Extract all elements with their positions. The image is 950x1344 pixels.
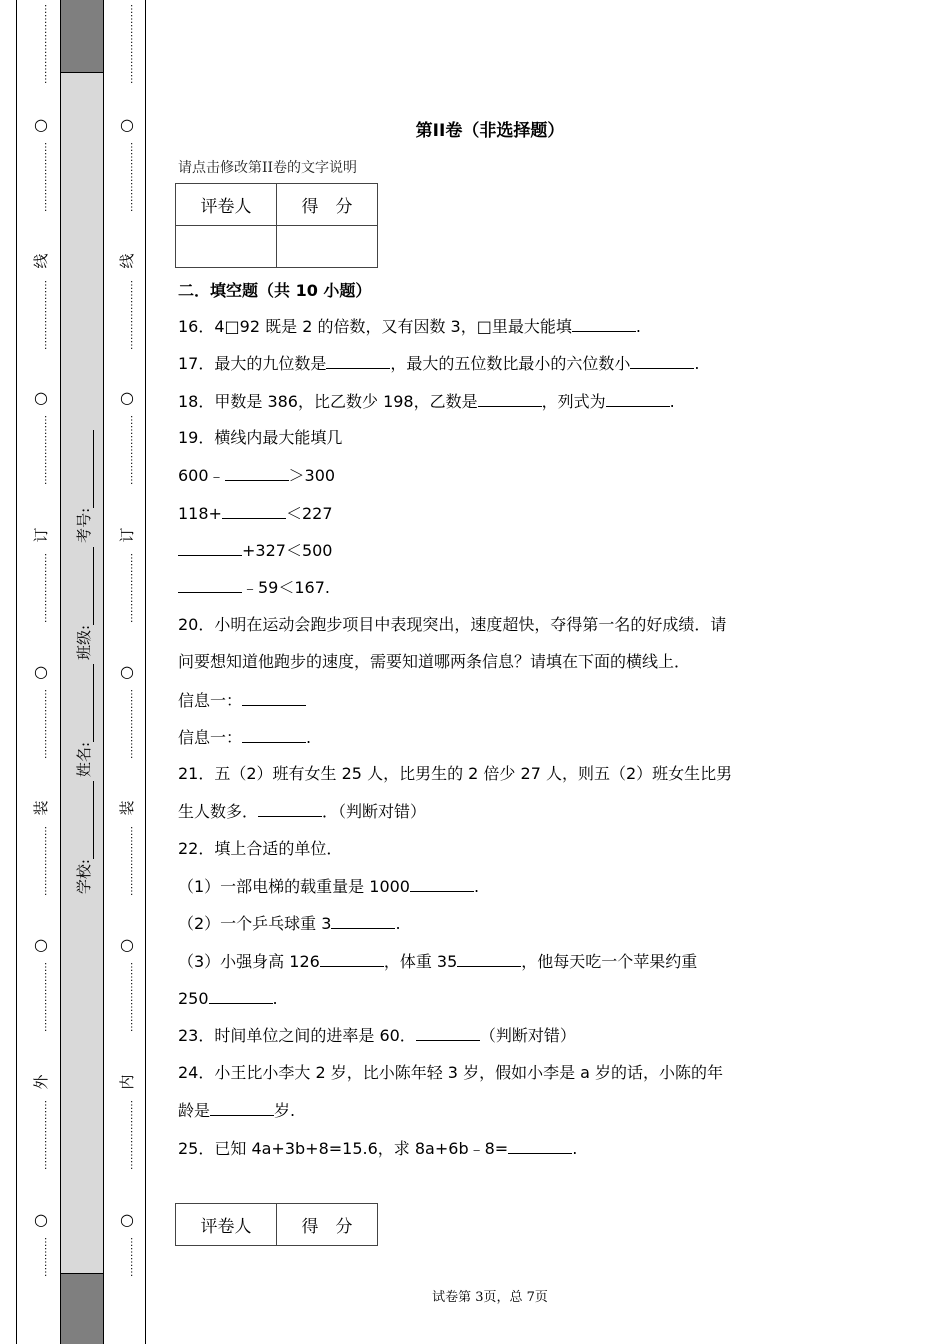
question-22-1: （1）一部电梯的载重量是 1000 . — [178, 877, 480, 896]
question-25: 25．已知 4a+3b+8=15.6，求 8a+6b﹣8= . — [178, 1139, 578, 1158]
question-22-4: 250 . — [178, 989, 278, 1008]
grader-header: 评卷人 — [176, 184, 277, 226]
info-band — [60, 0, 104, 1344]
score-table-bottom — [175, 1203, 378, 1246]
name-field[interactable] — [77, 664, 94, 742]
answer-blank[interactable] — [242, 728, 306, 743]
question-22: 22．填上合适的单位． — [178, 839, 343, 858]
marker-wai: 外 — [32, 1074, 50, 1090]
answer-blank[interactable] — [320, 952, 384, 967]
margin-border-right — [145, 0, 146, 1344]
answer-blank[interactable] — [508, 1139, 572, 1154]
page-footer: 试卷第 3页，总 7页 — [432, 1290, 548, 1305]
question-22-3: （3）小强身高 126 ，体重 35 ，他每天吃一个苹果约重 — [178, 952, 698, 971]
score-cell[interactable] — [277, 226, 378, 268]
answer-blank[interactable] — [630, 354, 694, 369]
answer-blank[interactable] — [258, 802, 322, 817]
ring-marker: ○ — [34, 935, 48, 954]
question-20-info-2: 信息一： . — [178, 728, 312, 747]
margin-border-left — [16, 0, 17, 1344]
marker-zhuang: 装 — [118, 800, 136, 816]
marker-xian: 线 — [118, 253, 136, 269]
question-24-line-1: 24．小王比小李大 2 岁，比小陈年轻 3 岁，假如小李是 a 岁的话，小陈的年 — [178, 1063, 724, 1082]
question-19-1: 600﹣ ＞300 — [178, 466, 336, 485]
question-20-line-1: 20．小明在运动会跑步项目中表现突出，速度超快，夺得第一名的好成绩．请 — [178, 615, 727, 634]
ring-marker: ○ — [34, 662, 48, 681]
question-22-2: （2）一个乒乓球重 3 . — [178, 914, 401, 933]
answer-blank[interactable] — [209, 989, 273, 1004]
ring-marker: ○ — [120, 1210, 134, 1229]
answer-blank[interactable] — [210, 1101, 274, 1116]
question-17: 17．最大的九位数是 ，最大的五位数比最小的六位数小 . — [178, 354, 700, 373]
page-title: 第II卷（非选择题） — [415, 121, 565, 141]
section-heading: 二．填空题（共 10 小题） — [178, 281, 372, 300]
question-24-line-2: 龄是 岁. — [178, 1101, 296, 1120]
question-21-line-1: 21．五（2）班有女生 25 人，比男生的 2 倍少 27 人，则五（2）班女生比男 — [178, 764, 733, 783]
question-20-info-1: 信息一： — [178, 691, 306, 710]
answer-blank[interactable] — [410, 877, 474, 892]
answer-blank[interactable] — [606, 392, 670, 407]
grader-cell[interactable] — [176, 226, 277, 268]
answer-blank[interactable] — [225, 466, 289, 481]
answer-blank[interactable] — [416, 1026, 480, 1041]
name-label: 姓名: — [74, 742, 93, 778]
class-label: 班级: — [74, 624, 93, 660]
student-info-fields — [61, 220, 105, 1104]
marker-ding: 订 — [32, 527, 50, 543]
ring-marker: ○ — [120, 662, 134, 681]
question-19-3: +327＜500 — [178, 541, 333, 560]
answer-blank[interactable] — [222, 504, 286, 519]
ring-marker: ○ — [120, 935, 134, 954]
school-label: 学校: — [74, 859, 93, 895]
question-20-line-2: 问要想知道他跑步的速度，需要知道哪两条信息？请填在下面的横线上． — [178, 652, 691, 671]
band-dark-bottom — [61, 1273, 103, 1344]
school-field[interactable] — [77, 781, 94, 859]
ring-marker: ○ — [120, 388, 134, 407]
class-field[interactable] — [77, 547, 94, 625]
ring-marker: ○ — [34, 1210, 48, 1229]
grader-header: 评卷人 — [176, 1204, 277, 1246]
question-19-2: 118+ ＜227 — [178, 504, 333, 523]
answer-blank[interactable] — [326, 354, 390, 369]
answer-blank[interactable] — [457, 952, 521, 967]
answer-blank[interactable] — [572, 317, 636, 332]
ring-marker: ○ — [120, 115, 134, 134]
question-23: 23．时间单位之间的进率是 60． （判断对错） — [178, 1026, 576, 1045]
inner-binding-column: …………………… ○ ………………… 线 ………………… ○ ………………… 订 ………………… ○ ………………… 装 ………………… ○ ………………… 内 ………………… ○ ………… — [114, 0, 140, 1344]
answer-blank[interactable] — [178, 578, 242, 593]
answer-blank[interactable] — [331, 914, 395, 929]
score-table — [175, 183, 378, 268]
ring-marker: ○ — [34, 388, 48, 407]
band-dark-top — [61, 0, 103, 73]
question-19-4: ﹣59＜167. — [178, 578, 330, 597]
exam-no-label: 考号: — [74, 507, 93, 543]
marker-nei: 内 — [118, 1074, 136, 1090]
exam-no-field[interactable] — [77, 430, 94, 508]
answer-blank[interactable] — [242, 691, 306, 706]
question-19: 19．横线内最大能填几 — [178, 428, 343, 447]
question-21-line-2: 生人数多． ．（判断对错） — [178, 802, 427, 821]
answer-blank[interactable] — [178, 541, 242, 556]
score-header: 得 分 — [277, 184, 378, 226]
answer-blank[interactable] — [478, 392, 542, 407]
marker-ding: 订 — [118, 527, 136, 543]
ring-marker: ○ — [34, 115, 48, 134]
marker-xian: 线 — [32, 253, 50, 269]
marker-zhuang: 装 — [32, 800, 50, 816]
outer-binding-column: …………………… ○ ………………… 线 ………………… ○ ………………… 订 ………………… ○ ………………… 装 ………………… ○ ………………… 外 ………………… ○ ………… — [28, 0, 54, 1344]
question-18: 18．甲数是 386，比乙数少 198，乙数是 ，列式为 . — [178, 392, 675, 411]
instruction-note[interactable]: 请点击修改第II卷的文字说明 — [178, 160, 358, 176]
question-16: 16．4□92 既是 2 的倍数，又有因数 3，□里最大能填 . — [178, 317, 641, 336]
score-header: 得 分 — [277, 1204, 378, 1246]
